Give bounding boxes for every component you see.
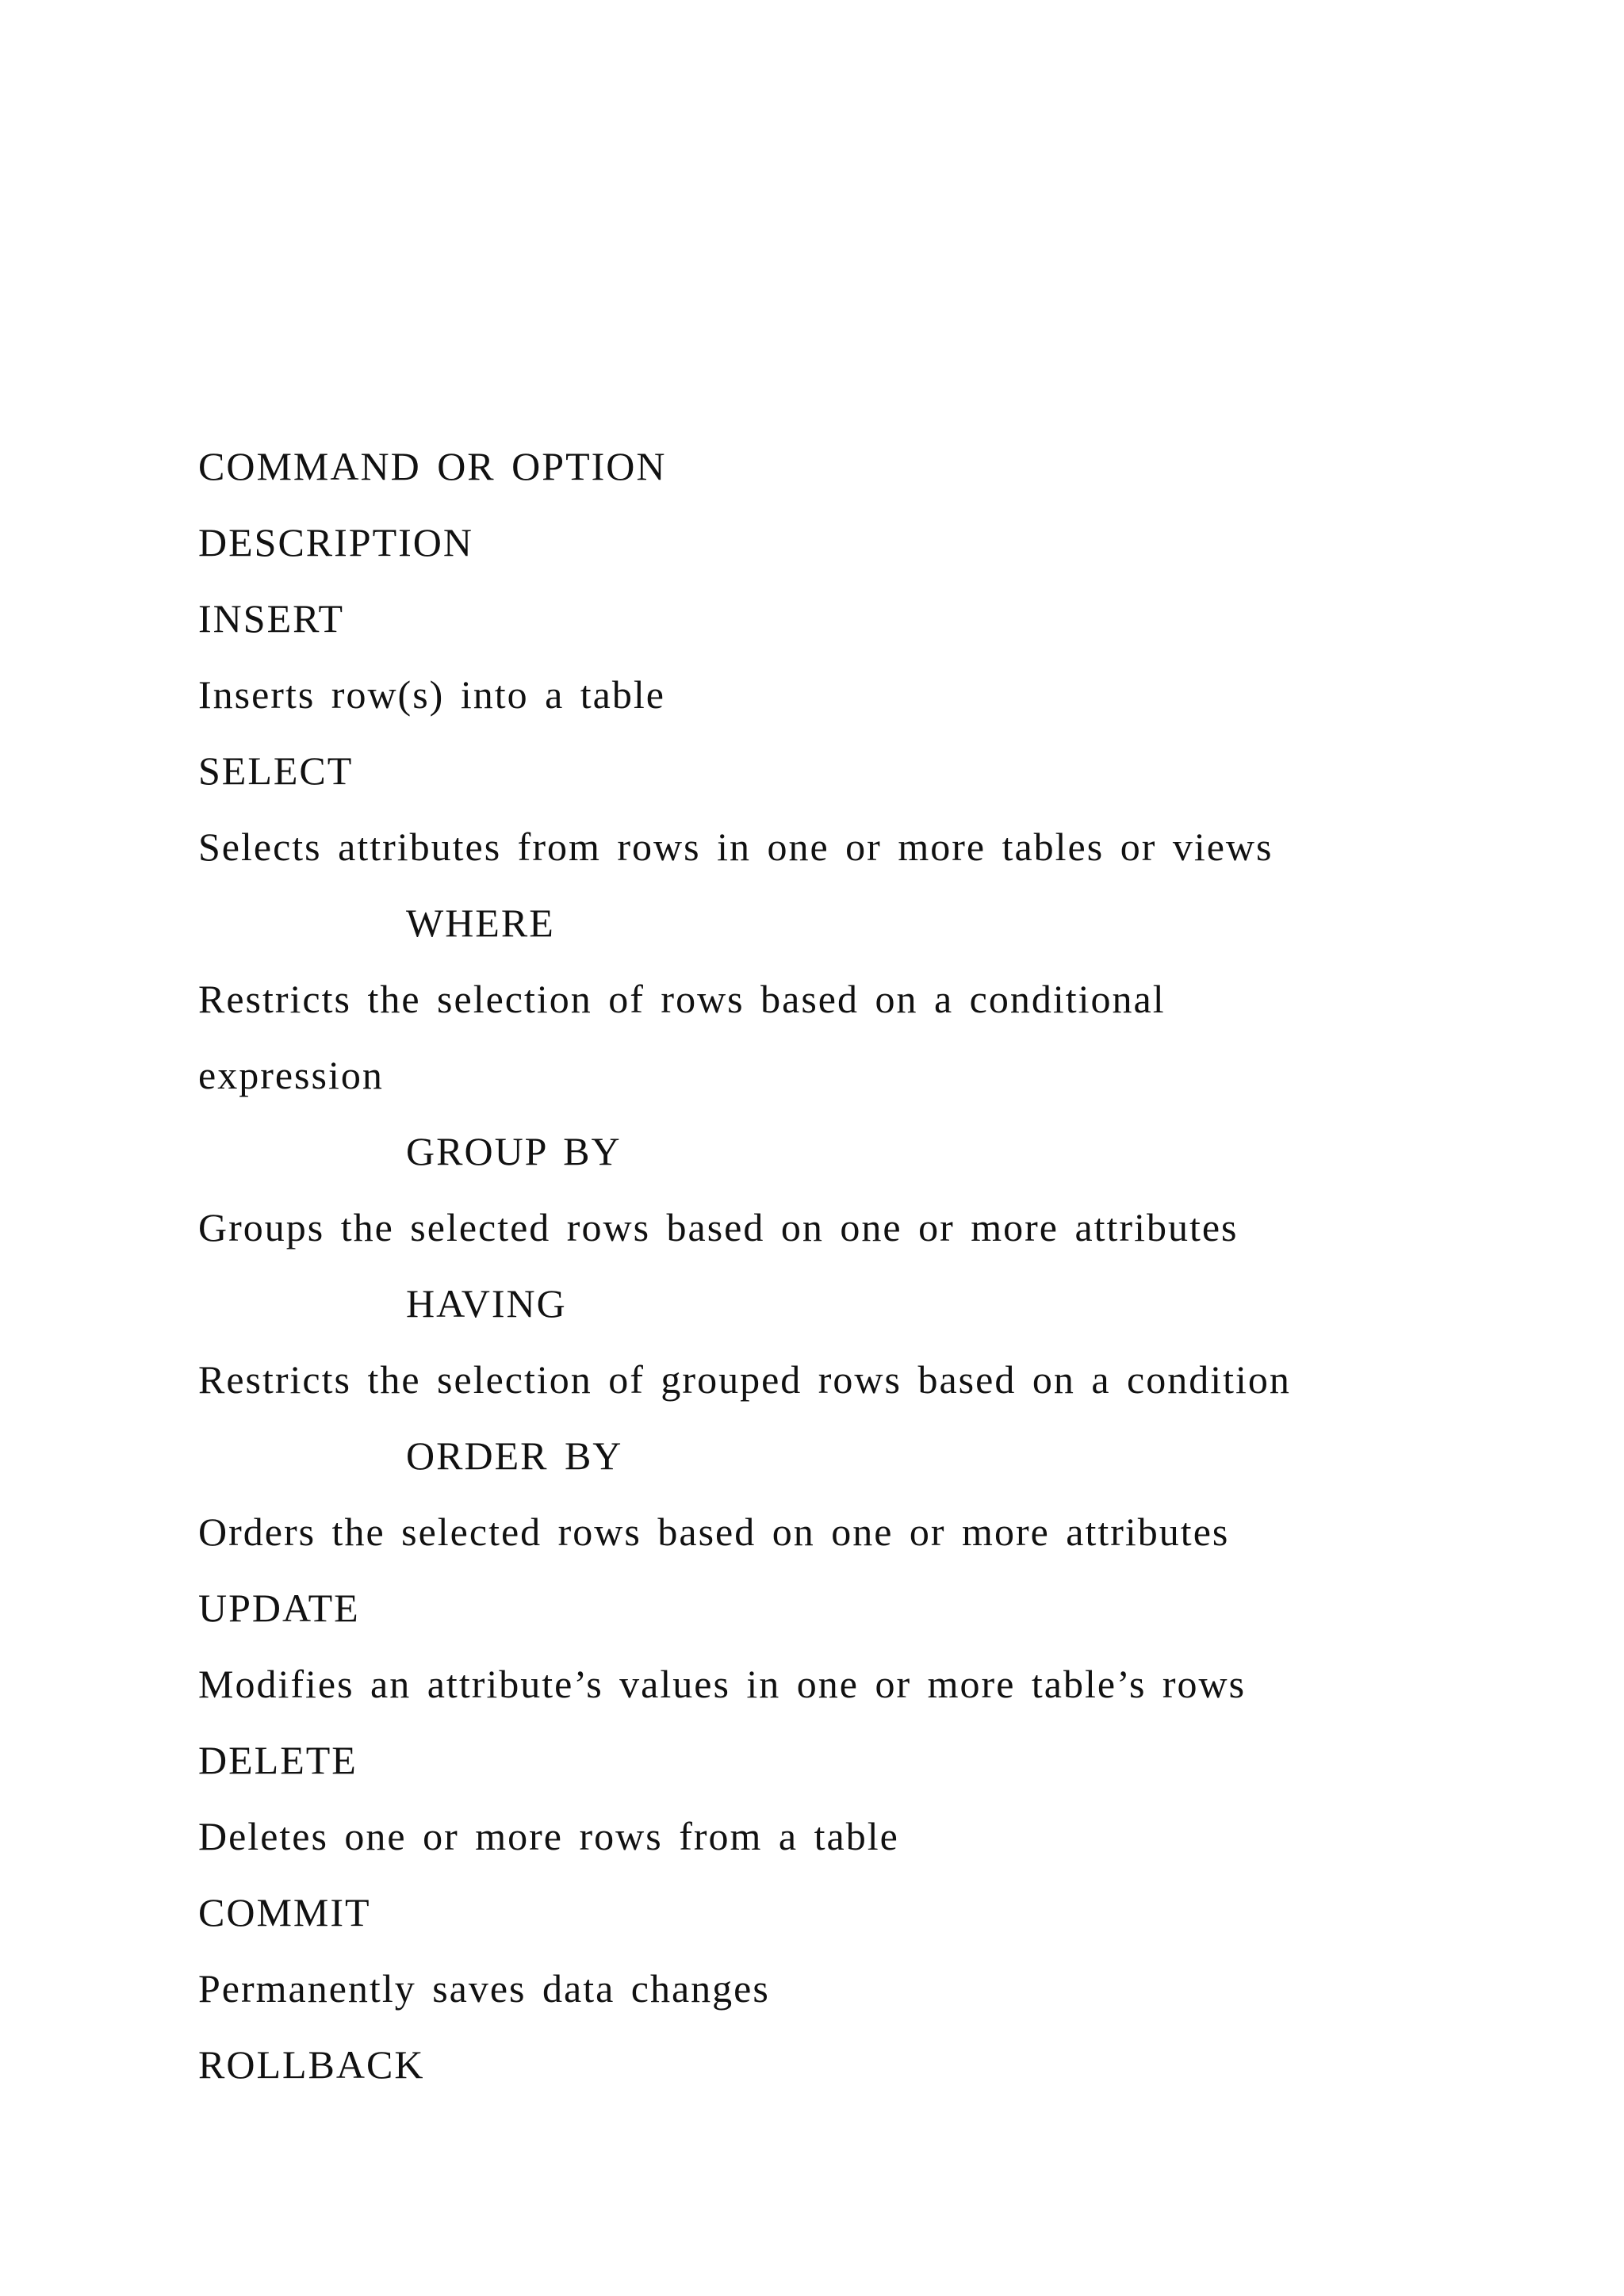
description-where: Restricts the selection of rows based on a conditional bbox=[198, 977, 1166, 1021]
command-update: UPDATE bbox=[198, 1586, 360, 1630]
header-description: DESCRIPTION bbox=[198, 520, 474, 564]
option-order-by: ORDER BY bbox=[406, 1433, 623, 1478]
command-rollback: ROLLBACK bbox=[198, 2042, 425, 2087]
command-select: SELECT bbox=[198, 748, 354, 793]
description-select: Selects attributes from rows in one or more tables or views bbox=[198, 825, 1274, 869]
command-commit: COMMIT bbox=[198, 1890, 371, 1934]
command-delete: DELETE bbox=[198, 1738, 358, 1782]
description-commit: Permanently saves data changes bbox=[198, 1966, 770, 2011]
description-order-by: Orders the selected rows based on one or more attributes bbox=[198, 1510, 1230, 1554]
description-delete: Deletes one or more rows from a table bbox=[198, 1814, 899, 1858]
option-where: WHERE bbox=[406, 901, 555, 945]
description-insert: Inserts row(s) into a table bbox=[198, 672, 665, 717]
description-update: Modifies an attribute’s values in one or more table’s rows bbox=[198, 1662, 1247, 1706]
description-having: Restricts the selection of grouped rows based on a condition bbox=[198, 1357, 1291, 1402]
command-insert: INSERT bbox=[198, 596, 344, 641]
description-where-continued: expression bbox=[198, 1053, 384, 1097]
document-body bbox=[198, 428, 1562, 2103]
option-having: HAVING bbox=[406, 1281, 567, 1326]
description-group-by: Groups the selected rows based on one or more attributes bbox=[198, 1205, 1239, 1249]
header-command-or-option: COMMAND OR OPTION bbox=[198, 444, 667, 488]
option-group-by: GROUP BY bbox=[406, 1129, 622, 1173]
